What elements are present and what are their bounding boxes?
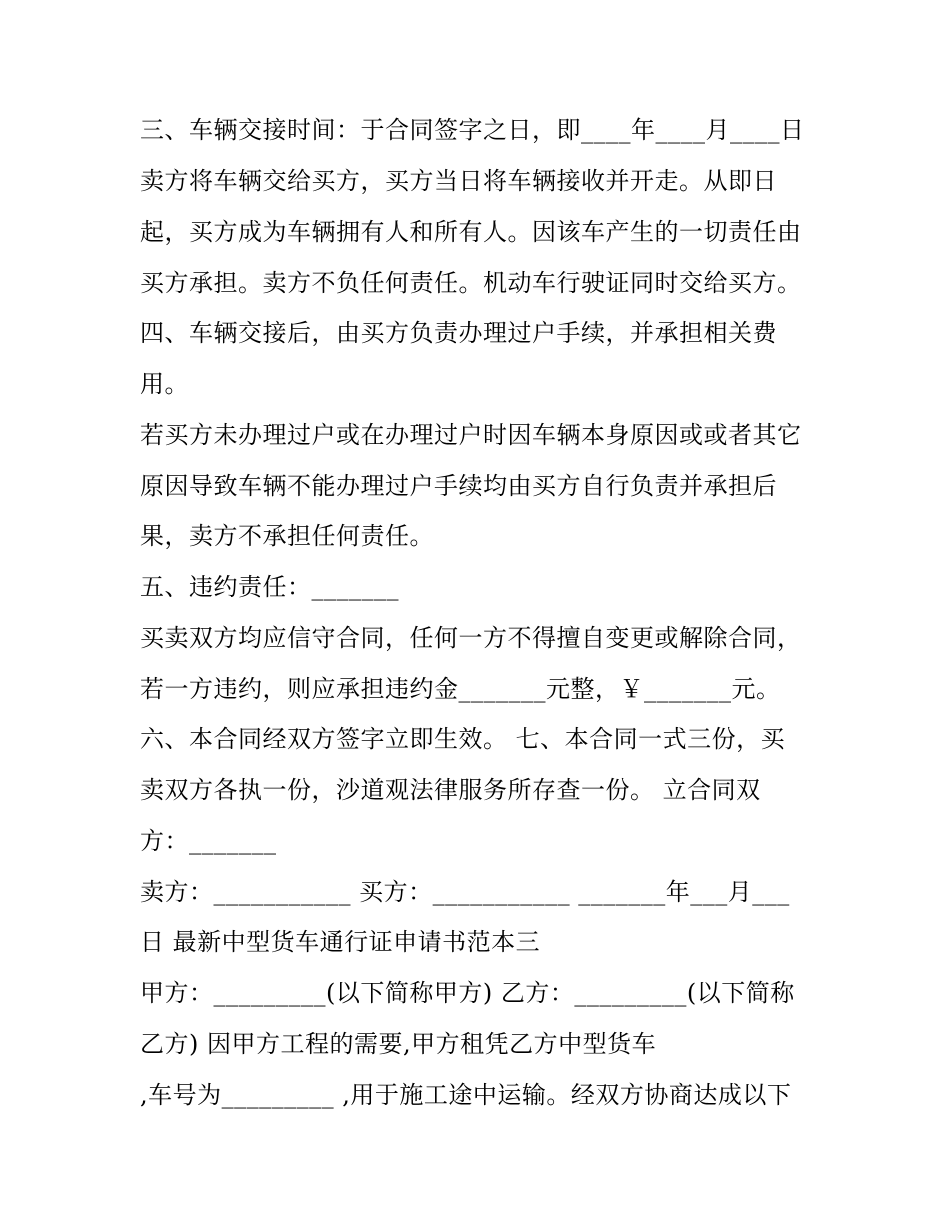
- text-line: 卖方：___________ 买方：___________ _______年___月___: [140, 878, 790, 906]
- text-line: 起，买方成为车辆拥有人和所有人。因该车产生的一切责任由: [140, 218, 802, 246]
- text-line: 五、违约责任：_______: [140, 573, 399, 601]
- text-line: 四、车辆交接后，由买方负责办理过户手续，并承担相关费: [140, 319, 777, 347]
- text-line: 果，卖方不承担任何责任。: [140, 522, 434, 550]
- text-line: 原因导致车辆不能办理过户手续均由买方自行负责并承担后: [140, 472, 777, 500]
- text-line: 买卖双方均应信守合同，任何一方不得擅自变更或解除合同，: [140, 624, 802, 652]
- text-line: 卖双方各执一份，沙道观法律服务所存查一份。 立合同双: [140, 776, 761, 804]
- text-line: 三、车辆交接时间：于合同签字之日，即____年____月____日: [140, 116, 805, 144]
- text-line: 乙方) 因甲方工程的需要,甲方租凭乙方中型货车: [140, 1030, 657, 1058]
- text-line: 甲方：_________(以下简称甲方) 乙方：_________(以下简称: [140, 979, 795, 1007]
- text-line: ,车号为_________ ,用于施工途中运输。经双方协商达成以下: [140, 1081, 792, 1109]
- text-line: 卖方将车辆交给买方，买方当日将车辆接收并开走。从即日: [140, 167, 777, 195]
- text-line: 方：_______: [140, 827, 277, 855]
- text-line: 买方承担。卖方不负任何责任。机动车行驶证同时交给买方。: [140, 269, 802, 297]
- text-line: 若买方未办理过户或在办理过户时因车辆本身原因或或者其它: [140, 421, 802, 449]
- text-line: 若一方违约，则应承担违约金_______元整，￥_______元。: [140, 675, 781, 703]
- text-line: 日 最新中型货车通行证申请书范本三: [140, 928, 541, 956]
- text-line: 用。: [140, 370, 189, 398]
- text-line: 六、本合同经双方签字立即生效。 七、本合同一式三份，买: [140, 725, 786, 753]
